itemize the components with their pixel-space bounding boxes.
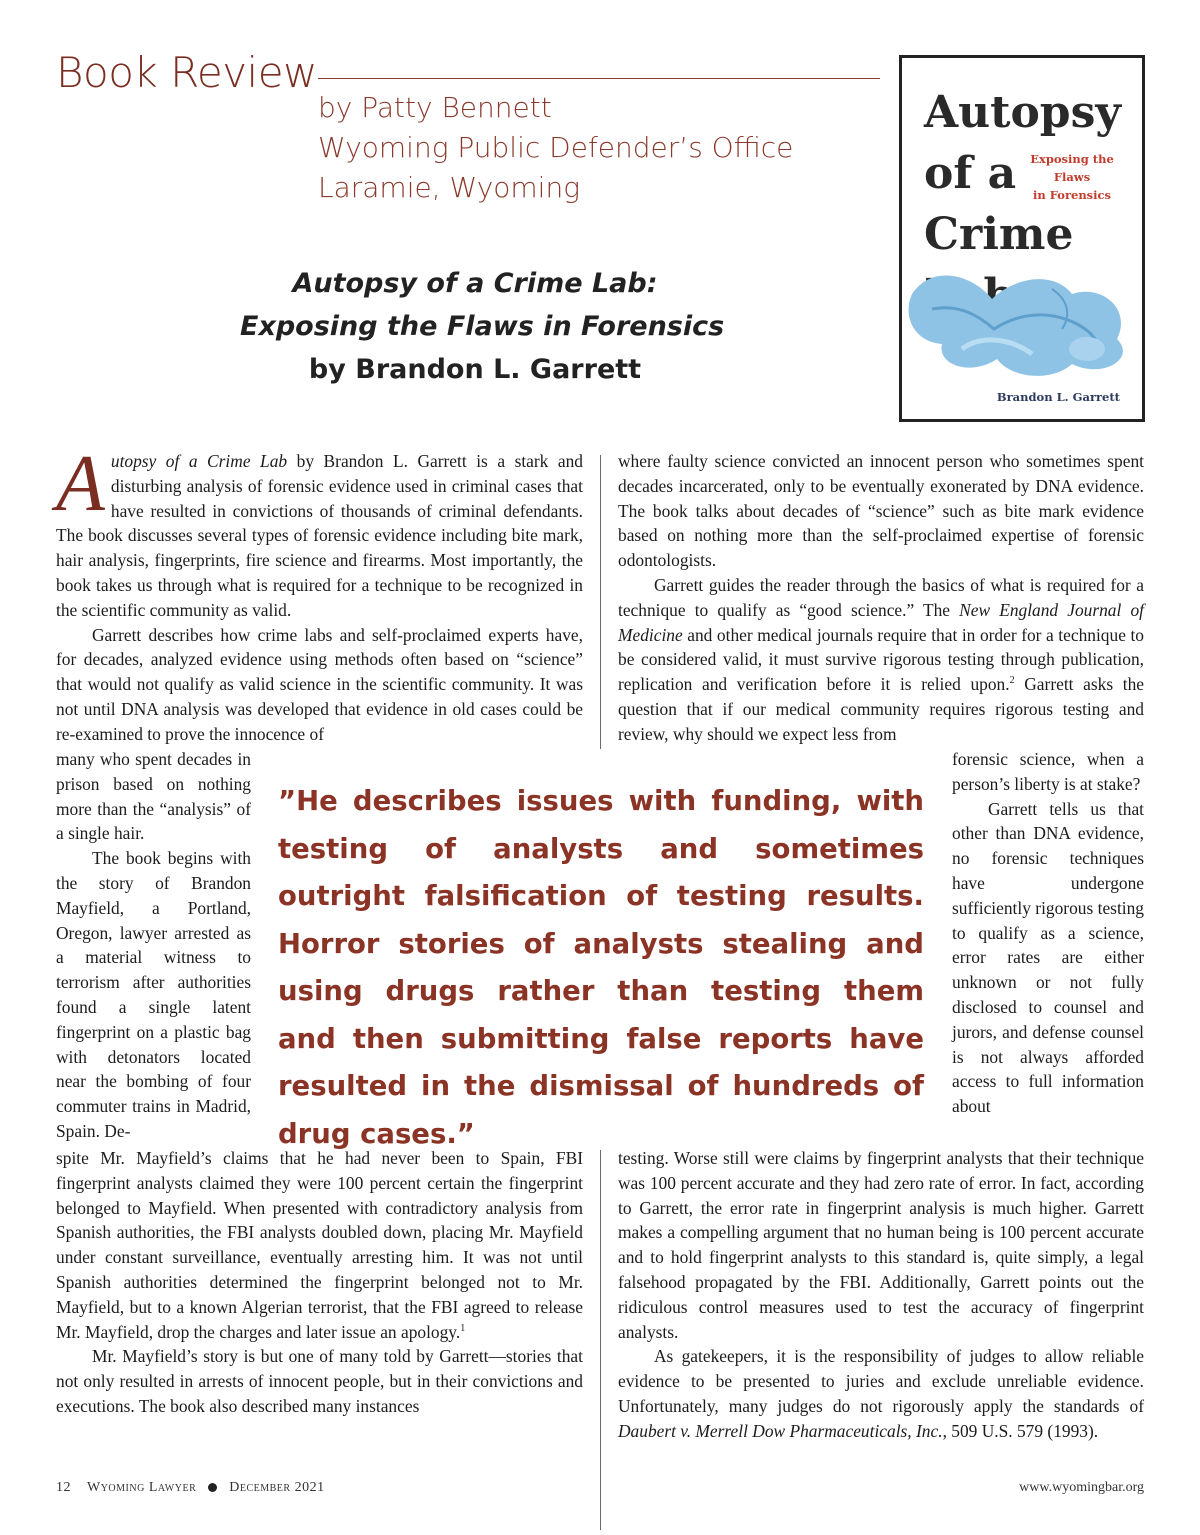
book-cover-image <box>899 55 1145 422</box>
column-rule <box>600 455 601 749</box>
right-column-top <box>618 449 1144 747</box>
column-rule <box>600 1150 601 1530</box>
website-link[interactable]: www.wyomingbar.org <box>1019 1480 1144 1495</box>
case-citation: Daubert v. Merrell Dow Pharmaceuticals, Inc. <box>618 1420 943 1441</box>
book-title-inline: utopsy of a Crime Lab <box>110 451 288 471</box>
pull-quote: ”He describes issues with funding, with testing of analysts and sometimes outright falsification of testing results. Horror stories of analysts stealing and using drugs rather than testing them and then submitting false reports have resulted in the dismissal of hundreds of drug cases.” <box>278 785 924 1150</box>
footnote-ref: 1 <box>460 1322 466 1334</box>
paragraph-text: spite Mr. Mayfield’s claims that he had never been to Spain, FBI fingerprint analysts claimed they were 100 percent certain the fingerprint belonged to Mayfield. When presented with contradictory analysis from Spanish authorities, the FBI analysts doubled down, placing Mr. Mayfield under constant surveillance, eventually arresting him. It was not until Spanish authorities determined the fingerprint belonged not to Mr. Mayfield, but to a known Algerian terrorist, that the FBI agreed to release Mr. Mayfield, drop the charges and later issue an apology. <box>56 1148 583 1342</box>
byline-location: Laramie, Wyoming <box>318 171 581 204</box>
cover-title-line: of a <box>924 148 1017 199</box>
paragraph-text: Garrett guides the reader through the basics of what is required for a technique to qualify as “good science.” The <box>618 574 1144 620</box>
section-label: Book Review <box>56 48 317 97</box>
article-paragraph <box>56 1146 583 1344</box>
cover-subtitle-line: in Forensics <box>1033 188 1111 202</box>
glove-illustration <box>902 254 1142 384</box>
left-column-top <box>56 440 583 747</box>
header-rule <box>318 78 880 79</box>
article-paragraph: where faulty science convicted an innocent person who sometimes spent decades incarcerated, only to be eventually exonerated by DNA evidence. The book talks about decades of “science” such as bite mark evidence based on nothing more than the self-proclaimed expertise of forensic odontologists. <box>618 451 1144 571</box>
article-paragraph: Garrett describes how crime labs and self-proclaimed experts have, for decades, analyzed evidence using methods often based on “science” that would not qualify as valid science in the scientific community. It was not until DNA analysis was developed that evidence in old cases could be re-examined to prove the innocence of <box>56 624 583 744</box>
publication-name: Wyoming Lawyer <box>87 1480 197 1495</box>
paragraph-text: by Brandon L. Garrett is a stark and disturbing analysis of forensic evidence used in criminal cases that have resulted in convictions of thousands of criminal defendants. The book discusses several types of forensic evidence including bite mark, hair analysis, fingerprints, fire science and firearms. Most importantly, the book takes us through what is required for a technique to be recognized in the scientific community as valid. <box>56 451 583 620</box>
cover-title-line: Autopsy <box>924 87 1121 138</box>
article-paragraph <box>618 1344 1144 1443</box>
article-paragraph <box>618 573 1144 747</box>
article-paragraph: Garrett tells us that other than DNA evidence, no forensic techniques have undergone sufficiently rigorous testing to qualify as a science, error rates are either unknown or not fully disclosed to counsel and jurors, and defense counsel is not always afforded access to full information about <box>952 798 1144 1117</box>
article-paragraph: forensic science, when a person’s liberty is at stake? <box>952 749 1144 794</box>
book-author: by Brandon L. Garrett <box>308 354 642 385</box>
bullet-icon <box>208 1483 217 1492</box>
book-title-line-2: Exposing the Flaws in Forensics <box>240 311 725 342</box>
footnote-ref: 2 <box>1009 675 1015 687</box>
book-title-block <box>240 262 725 391</box>
paragraph-text: , 509 U.S. 579 (1993). <box>942 1420 1099 1441</box>
right-column-bottom <box>618 1146 1144 1444</box>
article-paragraph: testing. Worse still were claims by fingerprint analysts that their technique was 100 percent accurate and they had zero rate of error. In fact, according to Garrett, the error rate in fingerprint analysis is much higher. Garrett makes a compelling argument that no human being is 100 percent accurate and to hold fingerprint analysts to this standard is, quite simply, a legal falsehood propagated by the FBI. Additionally, Garrett points out the ridiculous control measures used to test the accuracy of fingerprint analysts. <box>618 1148 1144 1342</box>
footer-left <box>56 1480 325 1496</box>
cover-title-line: Crime <box>924 209 1074 260</box>
book-title-line-1: Autopsy of a Crime Lab: <box>292 268 658 299</box>
issue-date: December 2021 <box>229 1480 325 1495</box>
journal-title: New England Journal of Medicine <box>618 599 1144 645</box>
byline <box>318 88 793 208</box>
cover-subtitle-line: Flaws <box>1053 170 1091 184</box>
left-column-narrow <box>56 747 251 1144</box>
right-column-narrow <box>952 747 1144 1119</box>
byline-author: by Patty Bennett <box>318 91 552 124</box>
page-number: 12 <box>56 1480 71 1495</box>
byline-office: Wyoming Public Defender’s Office <box>318 131 794 164</box>
cover-subtitle-line: Exposing the <box>1030 152 1114 166</box>
cover-subtitle <box>1022 150 1122 204</box>
cover-author: Brandon L. Garrett <box>996 390 1120 404</box>
article-paragraph <box>56 440 583 623</box>
paragraph-text: and other medical journals require that in order for a technique to be considered valid, it must survive rigorous testing through publication, replication and verification before it is relied upon. <box>618 624 1144 695</box>
paragraph-text: Garrett asks the question that if our medical community requires rigorous testing and review, why should we expect less from <box>618 674 1144 744</box>
article-paragraph: The book begins with the story of Brandon Mayfield, a Portland, Oregon, lawyer arrested as a material witness to terrorism after authorities found a single latent fingerprint on a plastic bag with detonators located near the bombing of four commuter trains in Madrid, Spain. De- <box>56 848 251 1141</box>
drop-cap: A <box>56 440 105 528</box>
article-paragraph: Mr. Mayfield’s story is but one of many told by Garrett—stories that not only resulted in arrests of innocent people, but in their convictions and executions. The book also described many instances <box>56 1346 583 1416</box>
article-paragraph: many who spent decades in prison based on nothing more than the “analysis” of a single hair. <box>56 749 251 844</box>
paragraph-text: As gatekeepers, it is the responsibility of judges to allow reliable evidence to be presented to juries and exclude unreliable evidence. Unfortunately, many judges do not rigorously apply the standards of <box>618 1346 1144 1416</box>
left-column-bottom <box>56 1146 583 1419</box>
